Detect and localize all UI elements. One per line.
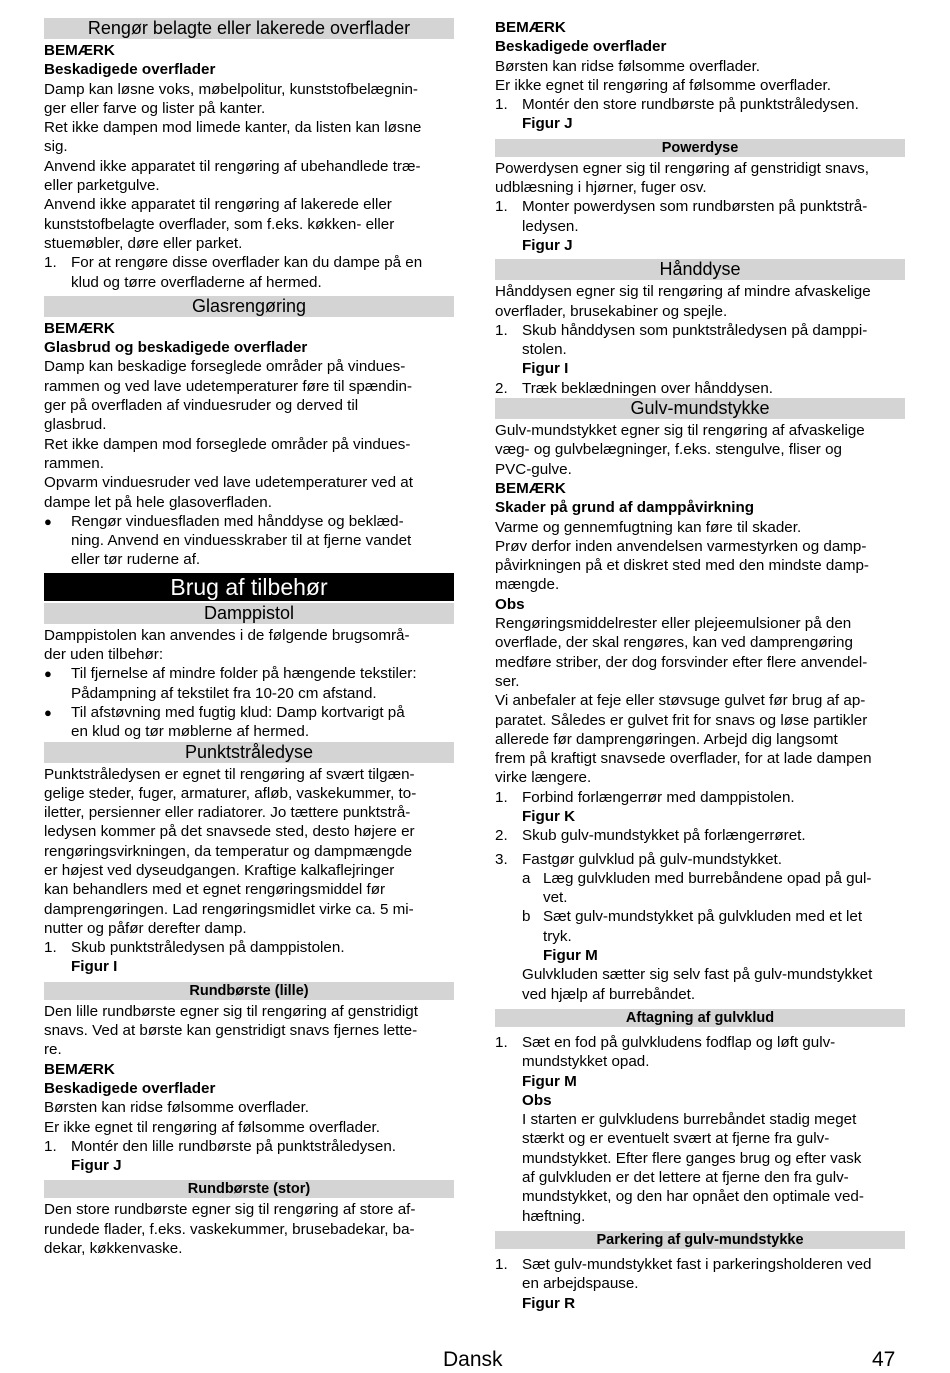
step-item — [495, 1255, 905, 1294]
text-line: er højest ved dyseudgangen. Kraftige kalkaflejringer — [44, 861, 395, 879]
step-number: 1. — [495, 96, 508, 114]
step-number: 2. — [495, 379, 508, 397]
step-number: 1. — [495, 1033, 508, 1051]
text-line: Ret ikke dampen mod forseglede områder på vindues- — [44, 435, 411, 453]
bullet-text: ning. Anvend en vinduesskraber til at fjerne vandet — [71, 532, 412, 550]
text-line: gelige steder, fuger, armaturer, afløb, vaskekummer, to- — [44, 784, 417, 802]
step-text: Fastgør gulvklud på gulv-mundstykket. — [522, 850, 782, 868]
text-line: mundstykket. Efter flere ganges brug og efter vask — [522, 1149, 862, 1167]
text-line: Punktstråledysen er egnet til rengøring af svært tilgæn- — [44, 765, 415, 783]
bullet-text: eller tør ruderne af. — [71, 551, 201, 569]
step-item — [495, 850, 905, 869]
text-line: kan behandlers med et egnet rengøringsmiddel før — [44, 881, 386, 899]
text-line: Anvend ikke apparatet til rengøring af lakerede eller — [44, 196, 392, 214]
step-item — [44, 253, 454, 292]
text-line: nutter og påfør derefter damp. — [44, 919, 247, 937]
step-text: klud og tørre overfladerne af hermed. — [71, 273, 322, 291]
step-number: 1. — [495, 788, 508, 806]
section-heading: Hånddyse — [495, 259, 905, 280]
text-line: påvirkningen på et diskret sted med den mindste damp- — [495, 557, 869, 575]
note-label: BEMÆRK — [44, 1060, 115, 1078]
text-line: iletter, persienner eller radiatorer. Jo tættere punktstrå- — [44, 804, 411, 822]
text-line: af gulvkluden er det lettere at fjerne den fra gulv- — [522, 1169, 849, 1187]
bullet-text: Til afstøvning med fugtig klud: Damp kortvarigt på — [71, 703, 405, 721]
text-line: Anvend ikke apparatet til rengøring af ubehandlede træ- — [44, 157, 421, 175]
step-item — [495, 379, 905, 398]
obs-label: Obs — [495, 595, 525, 613]
step-text: Montér den lille rundbørste på punktstråledysen. — [71, 1137, 397, 1155]
step-text: mundstykket opad. — [522, 1053, 650, 1071]
step-item — [44, 1137, 454, 1156]
text-line: ger eller farve og lister på kanter. — [44, 99, 266, 117]
section-heading: Gulv-mundstykke — [495, 398, 905, 419]
text-line: væg- og gulvbelægninger, f.eks. stengulve, fliser og — [495, 441, 842, 459]
text-line: snavs. Ved at børste kan genstridigt snavs fjernes lette- — [44, 1022, 418, 1040]
step-item — [44, 938, 454, 957]
subsection-heading: Parkering af gulv-mundstykke — [495, 1231, 905, 1249]
text-line: kunststofbelagte overflader, som f.eks. køkken- eller — [44, 215, 395, 233]
figure-ref: Figur I — [71, 958, 118, 976]
text-line: Børsten kan ridse følsomme overflader. — [44, 1099, 310, 1117]
note-label: BEMÆRK — [495, 479, 566, 497]
figure-ref: Figur R — [522, 1294, 576, 1312]
step-item — [495, 788, 905, 807]
step-text: Montér den store rundbørste på punktstråledysen. — [522, 96, 859, 114]
bullet-icon: ● — [44, 704, 52, 720]
text-line: rengøringsvirkningen, da temperatur og dampmængde — [44, 842, 413, 860]
text-line: rundede flader, f.eks. vaskekummer, brusebadekar, ba- — [44, 1220, 415, 1238]
text-line: Gulv-mundstykket egner sig til rengøring af afvaskelige — [495, 422, 865, 440]
bullet-item — [44, 703, 454, 742]
text-line: Damppistolen kan anvendes i de følgende brugsområ- — [44, 626, 410, 644]
text-line: I starten er gulvkludens burrebåndet stadig meget — [522, 1111, 857, 1129]
step-text: Skub gulv-mundstykket på forlængerrøret. — [522, 827, 806, 845]
step-number: 1. — [44, 1137, 57, 1155]
figure-ref: Figur J — [522, 236, 573, 254]
bullet-item — [44, 664, 454, 703]
section-heading: Glasrengøring — [44, 296, 454, 317]
note-label: BEMÆRK — [44, 42, 115, 59]
step-number: 1. — [44, 939, 57, 957]
text-line: ger på overfladen af vinduesruder og derved til — [44, 397, 359, 415]
text-line: rammen. — [44, 454, 104, 472]
text-line: re. — [44, 1041, 62, 1059]
substep-letter: b — [522, 908, 531, 926]
text-line: ledysen kommer på det snavsede sted, desto højere er — [44, 823, 415, 841]
text-line: Damp kan løsne voks, møbelpolitur, kunststofbelægnin- — [44, 80, 418, 98]
text-line: ved hjælp af burrebåndet. — [522, 985, 696, 1003]
bullet-icon: ● — [44, 513, 52, 529]
step-item — [495, 197, 905, 236]
text-line: Varme og gennemfugtning kan føre til skader. — [495, 518, 802, 536]
text-line: Opvarm vinduesruder ved lave udetemperaturer ved at — [44, 474, 413, 492]
right-column — [495, 18, 905, 1313]
step-number: 2. — [495, 827, 508, 845]
substep-text: Læg gulvkluden med burrebåndene opad på gul- — [543, 869, 872, 887]
bullet-text: Pådampning af tekstilet fra 10-20 cm afstand. — [71, 684, 377, 702]
text-line: Den lille rundbørste egner sig til rengøring af genstridigt — [44, 1002, 418, 1020]
text-line: Gulvkluden sætter sig selv fast på gulv-mundstykket — [522, 966, 873, 984]
step-number: 1. — [44, 254, 57, 272]
text-line: stuemøbler, døre eller parket. — [44, 234, 243, 252]
step-text: en arbejdspause. — [522, 1275, 639, 1293]
bullet-text: Til fjernelse af mindre folder på hængende tekstiler: — [71, 665, 417, 683]
text-line: hæftning. — [522, 1207, 586, 1225]
left-column — [44, 18, 454, 1258]
text-line: Vi anbefaler at feje eller støvsuge gulvet før brug af ap- — [495, 692, 866, 710]
warning-title: Beskadigede overflader — [44, 61, 216, 79]
text-line: mundstykket, og den har opnået den optimale ved- — [522, 1188, 864, 1206]
step-text: Sæt gulv-mundstykket fast i parkeringsholderen ved — [522, 1255, 872, 1273]
text-line: mængde. — [495, 576, 560, 594]
step-text: Træk beklædningen over hånddysen. — [522, 379, 774, 397]
note-label: BEMÆRK — [44, 319, 115, 337]
substep-text: Sæt gulv-mundstykket på gulvkluden med et let — [543, 908, 863, 926]
figure-ref: Figur M — [543, 947, 598, 965]
text-line: der uden tilbehør: — [44, 646, 164, 664]
step-item — [495, 826, 905, 845]
text-line: Ret ikke dampen mod limede kanter, da listen kan løsne — [44, 119, 422, 137]
section-heading: Damppistol — [44, 603, 454, 624]
text-line: dekar, køkkenvaske. — [44, 1240, 183, 1258]
text-line: overflader, brusekabiner og spejle. — [495, 302, 728, 320]
substep-item — [495, 869, 905, 908]
obs-label: Obs — [522, 1091, 552, 1109]
step-number: 3. — [495, 850, 508, 868]
text-line: paratet. Således er gulvet frit for snavs og løse partikler — [495, 711, 868, 729]
warning-title: Beskadigede overflader — [44, 1079, 216, 1097]
figure-ref: Figur J — [522, 115, 573, 133]
section-heading: Rengør belagte eller lakerede overflader — [44, 18, 454, 39]
step-number: 1. — [495, 321, 508, 339]
text-line: rammen og ved lave udetemperaturer føre til spændin- — [44, 377, 413, 395]
step-text: For at rengøre disse overflader kan du dampe på en — [71, 254, 423, 272]
text-line: Den store rundbørste egner sig til rengøring af store af- — [44, 1201, 416, 1219]
subsection-heading: Rundbørste (stor) — [44, 1180, 454, 1198]
section-heading: Punktstråledyse — [44, 742, 454, 763]
step-item — [495, 95, 905, 114]
figure-ref: Figur K — [522, 807, 576, 825]
step-item — [495, 321, 905, 360]
step-number: 1. — [495, 1255, 508, 1273]
substep-letter: a — [522, 869, 531, 887]
text-line: dampe let på hele glasoverfladen. — [44, 493, 272, 511]
text-line: ser. — [495, 672, 520, 690]
text-line: Børsten kan ridse følsomme overflader. — [495, 57, 761, 75]
text-line: udblæsning i hjørner, fuger osv. — [495, 179, 707, 197]
chapter-heading: Brug af tilbehør — [44, 573, 454, 601]
bullet-icon: ● — [44, 666, 52, 682]
subsection-heading: Powerdyse — [495, 139, 905, 157]
text-line: overflade, der skal rengøres, kan ved damprengøring — [495, 634, 853, 652]
text-line: Er ikke egnet til rengøring af følsomme overflader. — [495, 76, 831, 94]
step-item — [495, 1033, 905, 1072]
step-text: Forbind forlængerrør med damppistolen. — [522, 788, 795, 806]
subsection-heading: Rundbørste (lille) — [44, 982, 454, 1000]
text-line: Hånddysen egner sig til rengøring af mindre afvaskelige — [495, 283, 871, 301]
step-text: stolen. — [522, 341, 567, 359]
text-line: Rengøringsmiddelrester eller plejeemulsioner på den — [495, 615, 852, 633]
page-number: 47 — [872, 1348, 896, 1371]
substep-text: vet. — [543, 889, 568, 907]
figure-ref: Figur J — [71, 1157, 122, 1175]
text-line: frem på kraftigt snavsede overflader, for at lade dampen — [495, 750, 872, 768]
substep-item — [495, 907, 905, 946]
text-line: allerede før damprengøringen. Arbejd dig langsomt — [495, 730, 838, 748]
text-line: damprengøringen. Lad rengøringsmidlet virke ca. 5 mi- — [44, 900, 414, 918]
warning-title: Glasbrud og beskadigede overflader — [44, 339, 308, 357]
step-text: ledysen. — [522, 217, 579, 235]
footer-language: Dansk — [443, 1348, 503, 1371]
text-line: Er ikke egnet til rengøring af følsomme overflader. — [44, 1118, 380, 1136]
text-line: glasbrud. — [44, 416, 107, 434]
text-line: sig. — [44, 138, 68, 156]
note-label: BEMÆRK — [495, 19, 566, 36]
subsection-heading: Aftagning af gulvklud — [495, 1009, 905, 1027]
bullet-text: Rengør vinduesfladen med hånddyse og beklæd- — [71, 512, 404, 530]
figure-ref: Figur I — [522, 360, 569, 378]
step-text: Skub punktstråledysen på damppistolen. — [71, 939, 345, 957]
text-line: Prøv derfor inden anvendelsen varmestyrken og damp- — [495, 537, 867, 555]
text-line: Damp kan beskadige forseglede områder på vindues- — [44, 358, 406, 376]
step-text: Monter powerdysen som rundbørsten på punktstrå- — [522, 198, 868, 216]
bullet-item — [44, 512, 454, 570]
text-line: virke længere. — [495, 769, 592, 787]
step-text: Skub hånddysen som punktstråledysen på damppi- — [522, 321, 868, 339]
substep-text: tryk. — [543, 927, 572, 945]
bullet-text: en klud og tør møblerne af hermed. — [71, 723, 310, 741]
step-text: Sæt en fod på gulvkludens fodflap og løft gulv- — [522, 1033, 836, 1051]
warning-title: Beskadigede overflader — [495, 38, 667, 56]
warning-title: Skader på grund af damppåvirkning — [495, 499, 755, 517]
text-line: medføre striber, der dog forsvinder efter flere anvendel- — [495, 653, 868, 671]
text-line: stærkt og er eventuelt svært at fjerne fra gulv- — [522, 1130, 830, 1148]
figure-ref: Figur M — [522, 1072, 577, 1090]
step-number: 1. — [495, 198, 508, 216]
text-line: Powerdysen egner sig til rengøring af genstridigt snavs, — [495, 159, 869, 177]
text-line: eller parketgulve. — [44, 177, 160, 195]
text-line: PVC-gulve. — [495, 460, 572, 478]
